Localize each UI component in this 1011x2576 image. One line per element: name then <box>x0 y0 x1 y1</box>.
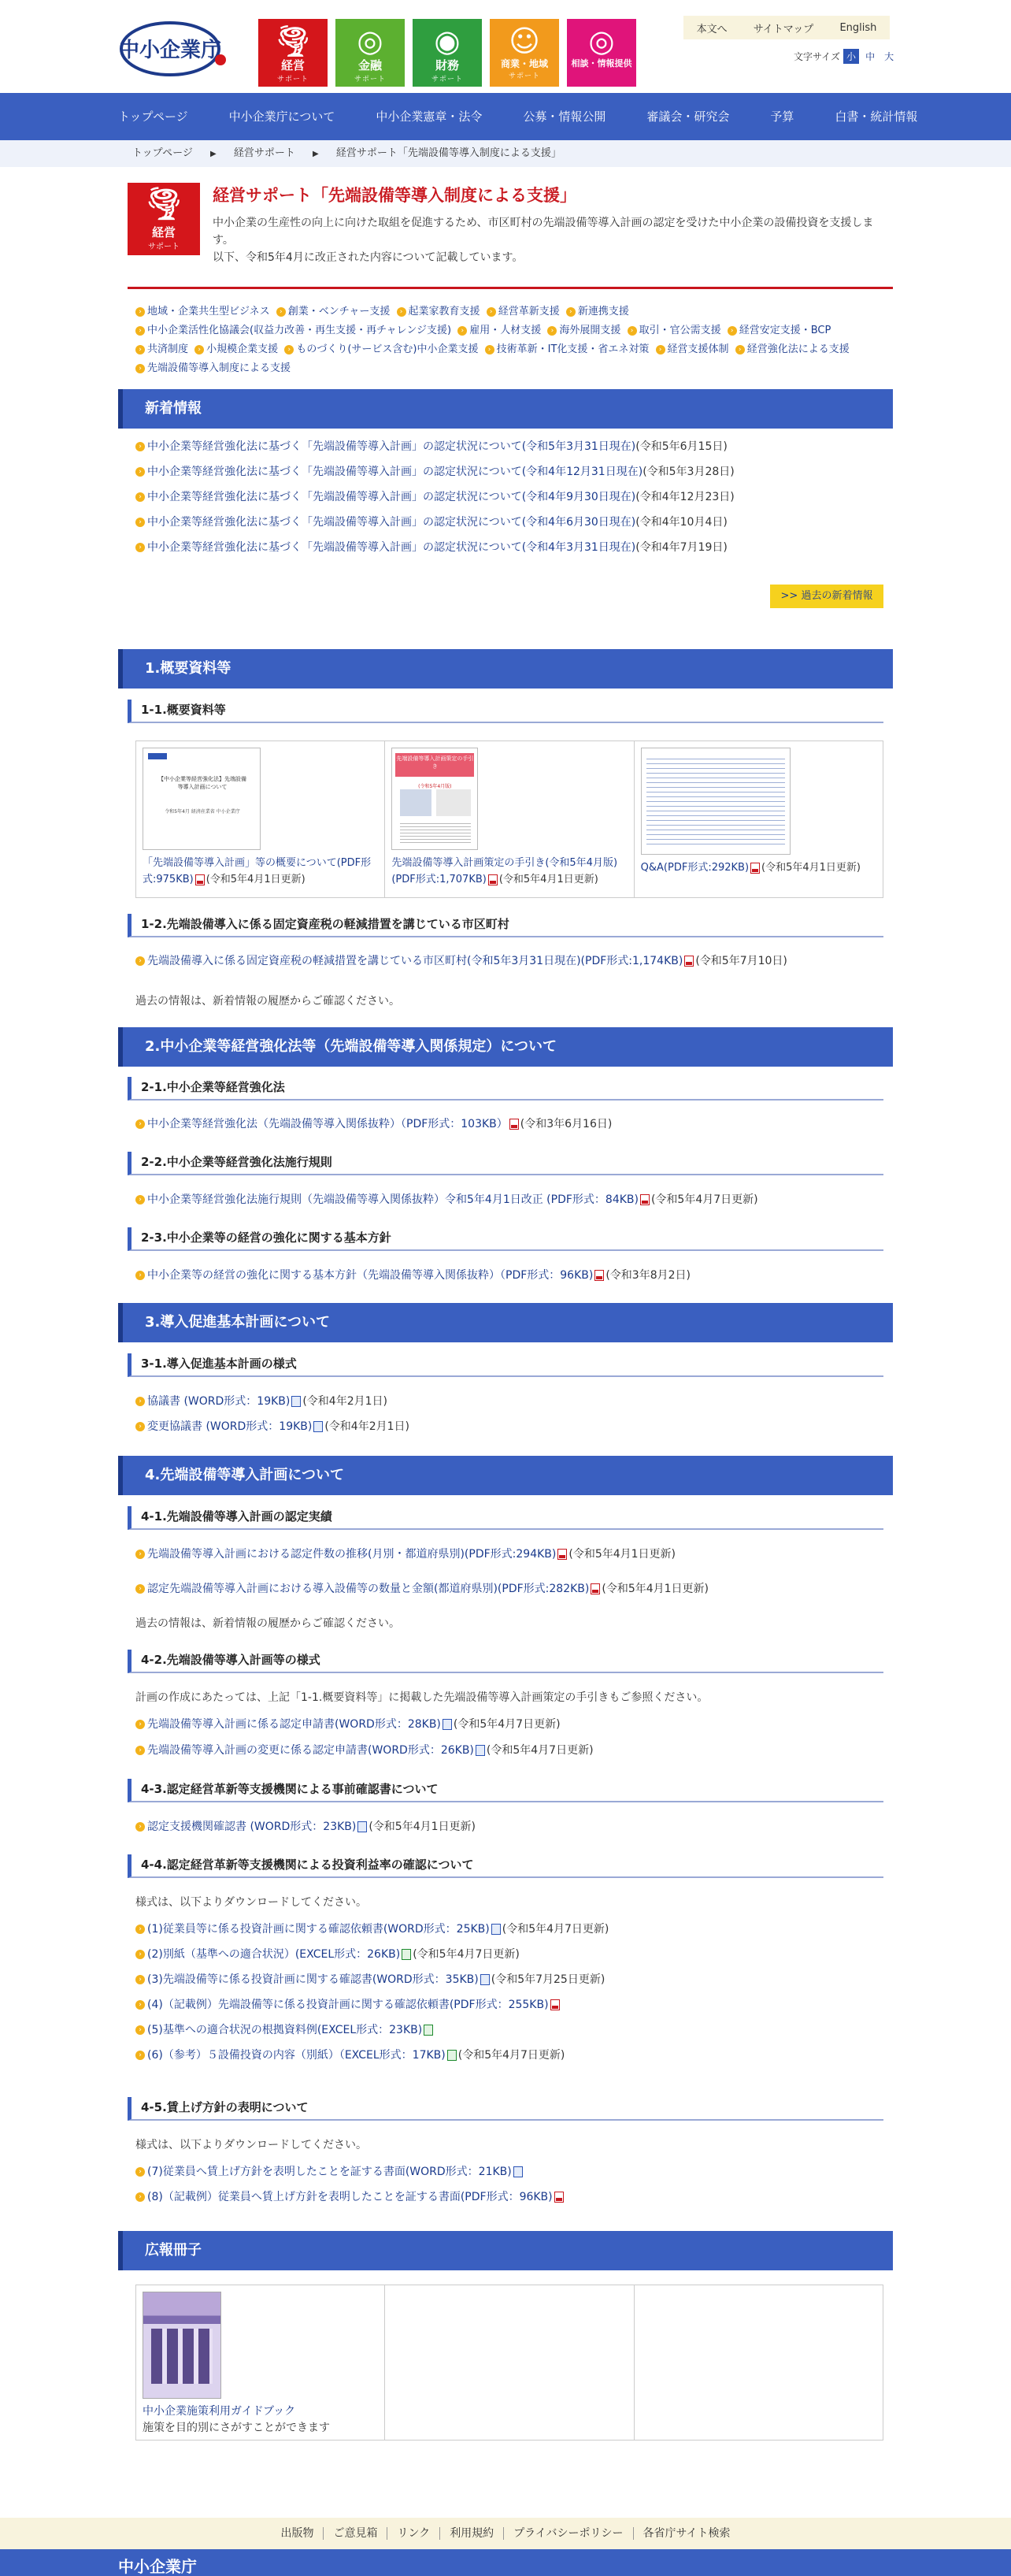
category-tag[interactable] <box>566 306 629 317</box>
list-item <box>135 1418 883 1435</box>
footer-link-terms[interactable]: 利用規約 <box>440 2527 504 2540</box>
bullet-arrow-icon: › <box>566 307 576 317</box>
doc-thumbnail[interactable] <box>143 748 261 850</box>
tag-label: 取引・官公需支援 <box>639 325 721 336</box>
item-date: (令和5年4月7日更新) <box>457 2049 565 2062</box>
news-item <box>135 514 883 531</box>
tile-label: 経営 <box>280 58 305 72</box>
footer-links <box>0 2518 1011 2549</box>
category-tag[interactable] <box>547 325 620 336</box>
bullet-arrow-icon: › <box>135 345 145 354</box>
list-item <box>135 1996 883 2014</box>
file-link[interactable]: 変更協議書 (WORD形式：19KB) <box>147 1420 313 1433</box>
thumb-title: 【中小企業等経営強化法】先端設備等導入計画について <box>158 776 246 790</box>
category-tag[interactable] <box>656 343 729 355</box>
doc-cell-qa <box>635 741 883 897</box>
file-link[interactable]: (1)従業員等に係る投資計画に関する確認依頼書(WORD形式：25KB) <box>147 1923 490 1936</box>
guidebook-desc: 施策を目的別にさがすことができます <box>143 2422 330 2434</box>
footer-link-links[interactable]: リンク <box>387 2527 440 2540</box>
list-item <box>135 1946 883 1963</box>
category-tag[interactable] <box>728 325 831 336</box>
footer-brand: 中小企業庁 <box>0 2549 1011 2576</box>
nav-council[interactable]: 審議会・研究会 <box>646 109 730 124</box>
bullet-arrow-icon: › <box>628 326 637 336</box>
bullet-arrow-icon: › <box>735 345 745 354</box>
pdf-icon <box>557 1549 567 1560</box>
category-tag[interactable] <box>487 306 560 317</box>
bullet-arrow-icon: › <box>397 307 406 317</box>
category-tag[interactable] <box>276 306 391 317</box>
doc-date: (令和5年4月1日更新) <box>206 874 306 885</box>
english-link[interactable]: English <box>839 21 877 34</box>
item-date: (令和5年4月1日更新) <box>602 1583 709 1595</box>
thumb-sub: (令和5年4月版) <box>418 784 452 789</box>
tag-label: 地域・企業共生型ビジネス <box>147 306 270 317</box>
item-date: (令和5年4月1日更新) <box>368 1821 476 1833</box>
coin-stack-icon: ◎ <box>357 24 383 58</box>
bullet-arrow-icon: › <box>135 1720 145 1729</box>
intro-desc-2: 以下、令和5年4月に改正された内容について記載しています。 <box>213 251 524 264</box>
sitemap-link[interactable]: サイトマップ <box>753 23 814 35</box>
bullet-arrow-icon: › <box>276 307 286 317</box>
pdf-icon <box>591 1583 600 1594</box>
doc-thumbnail[interactable] <box>391 748 478 850</box>
tag-label: 経営強化法による支援 <box>746 343 850 355</box>
tag-label: 経営革新支援 <box>498 306 560 317</box>
tornado-icon: 🌪 <box>143 186 184 222</box>
intro-desc-1: 中小企業の生産性の向上に向けた取組を促進するため、市区町村の先端設備等導入計画の認定を受けた中小企業の設備投資を支援します。 <box>213 217 874 247</box>
list-item <box>135 1115 883 1133</box>
bullet-arrow-icon: › <box>135 1746 145 1755</box>
breadcrumb-management[interactable]: 経営サポート <box>233 147 295 159</box>
word-icon <box>491 1924 501 1935</box>
news-item <box>135 463 883 481</box>
doc-link[interactable]: Q&A(PDF形式:292KB) <box>640 862 750 874</box>
signal-icon: ◉ <box>434 24 461 58</box>
management-support-badge <box>128 183 200 255</box>
bullet-arrow-icon: › <box>728 326 737 336</box>
thumb-sub: 令和5年4月 経済産業省 中小企業庁 <box>165 809 240 815</box>
nav-budget[interactable]: 予算 <box>770 109 794 124</box>
tag-label: 小規模企業支援 <box>206 343 279 355</box>
breadcrumb-arrow-icon: ▶ <box>312 150 319 158</box>
list-item <box>135 1716 883 1733</box>
bullet-arrow-icon: › <box>135 1584 145 1594</box>
pdf-icon <box>509 1119 519 1130</box>
breadcrumb-arrow-icon: ▶ <box>209 150 217 158</box>
pdf-icon <box>550 1999 560 2010</box>
bullet-arrow-icon: › <box>485 345 494 354</box>
font-size-switcher <box>794 49 897 64</box>
file-link[interactable]: (3)先端設備等に係る投資計画に関する確認書(WORD形式：35KB) <box>147 1973 479 1986</box>
file-link[interactable]: 認定先端設備等導入計画における導入設備等の数量と金額(都道府県別)(PDF形式:282KB) <box>147 1583 590 1595</box>
file-link[interactable]: 中小企業等の経営の強化に関する基本方針（先端設備等導入関係抜粋）（PDF形式：96KB) <box>147 1269 594 1282</box>
news-link[interactable]: 中小企業等経営強化法に基づく「先端設備等導入計画」の認定状況について(令和5年3月31日現在) <box>147 440 636 453</box>
section-4-5-note: 様式は、以下よりダウンロードしてください。 <box>135 2139 367 2151</box>
section-4-heading: 4.先端設備等導入計画について <box>118 1456 893 1495</box>
overview-docs-table <box>135 741 883 898</box>
category-tag[interactable] <box>135 362 291 374</box>
bullet-arrow-icon: › <box>547 326 557 336</box>
footer-link-publications[interactable]: 出版物 <box>271 2527 324 2540</box>
title-divider <box>128 287 893 289</box>
tag-label: 先端設備等導入制度による支援 <box>147 362 291 374</box>
breadcrumb-current: 経営サポート「先端設備等導入制度による支援」 <box>335 147 561 159</box>
tile-sub: サポート <box>276 76 309 84</box>
bullet-arrow-icon: › <box>135 1822 145 1832</box>
nav-public[interactable]: 公募・情報公開 <box>523 109 606 124</box>
bullet-arrow-icon: › <box>135 1422 145 1431</box>
breadcrumb-top[interactable]: トップページ <box>132 147 193 159</box>
item-date: (令和3年6月16日) <box>520 1118 613 1130</box>
tile-accounting-support[interactable] <box>413 19 482 87</box>
section-1-1-heading: 1-1.概要資料等 <box>128 700 883 723</box>
section-2-2-heading: 2-2.中小企業等経営強化法施行規則 <box>128 1152 883 1175</box>
list-item <box>135 1971 883 1988</box>
pdf-icon <box>640 1194 650 1205</box>
list-item <box>135 2021 883 2039</box>
item-date: (令和5年4月7日更新) <box>650 1193 758 1206</box>
bullet-arrow-icon: › <box>194 345 204 354</box>
utility-links <box>683 16 890 39</box>
section-4-4-heading: 4-4.認定経営革新等支援機関による投資利益率の確認について <box>128 1854 883 1878</box>
doc-date: (令和5年4月1日更新) <box>498 874 598 885</box>
brochure-cell-empty <box>635 2285 883 2440</box>
tag-label: 経営支援体制 <box>667 343 729 355</box>
tile-label: 財務 <box>435 58 459 72</box>
bullet-arrow-icon: › <box>135 467 145 477</box>
brochure-heading: 広報冊子 <box>118 2231 893 2270</box>
tag-label: 中小企業活性化協議会(収益力改善・再生支援・再チャレンジ支援) <box>147 325 452 336</box>
brochure-cell <box>136 2285 385 2440</box>
bullet-arrow-icon: › <box>135 442 145 451</box>
word-icon <box>513 2166 523 2177</box>
bullet-arrow-icon: › <box>135 543 145 552</box>
tile-sub: サポート <box>431 76 463 84</box>
tile-consultation[interactable] <box>567 19 636 87</box>
item-date: (令和5年4月7日更新) <box>453 1718 561 1731</box>
bullet-arrow-icon: › <box>135 1975 145 1984</box>
tag-label: 起業家教育支援 <box>408 306 480 317</box>
section-4-1-heading: 4-1.先端設備等導入計画の認定実績 <box>128 1506 883 1530</box>
file-link[interactable]: (8)（記載例）従業員へ賃上げ方針を表明したことを証する書面(PDF形式：96KB) <box>147 2191 553 2203</box>
guidebook-link[interactable]: 中小企業施策利用ガイドブック <box>143 2405 296 2418</box>
logo-text: 中小企業庁 <box>118 39 222 62</box>
item-date: (令和5年7月10日) <box>695 955 787 967</box>
file-link[interactable]: (6)（参考）５設備投資の内容（別紙）（EXCEL形式：17KB) <box>147 2049 446 2062</box>
bullet-arrow-icon: › <box>135 1271 145 1280</box>
section-4-3-heading: 4-3.認定経営革新等支援機関による事前確認書について <box>128 1779 883 1802</box>
section-2-heading: 2.中小企業等経営強化法等（先端設備等導入関係規定）について <box>118 1027 893 1067</box>
excel-icon <box>424 2025 433 2036</box>
item-date: (令和5年4月7日更新) <box>413 1948 520 1961</box>
word-icon <box>480 1974 490 1985</box>
tile-commerce-support[interactable] <box>490 19 559 87</box>
category-tag[interactable] <box>135 306 270 317</box>
list-item <box>135 1267 883 1284</box>
section-4-2-note: 計画の作成にあたっては、上記「1-1.概要資料等」に掲載した先端設備等導入計画策定の手引きもご参照ください。 <box>135 1691 709 1704</box>
tile-label: 金融 <box>357 58 382 72</box>
file-link[interactable]: 先端設備導入に係る固定資産税の軽減措置を講じている市区町村(令和5年3月31日現在)(PDF形式:1,174KB) <box>147 955 683 967</box>
list-item <box>135 952 883 970</box>
news-date: (令和5年3月28日) <box>643 466 735 478</box>
bullet-arrow-icon: › <box>135 364 145 373</box>
list-item <box>135 2047 883 2064</box>
bullet-arrow-icon: › <box>135 956 145 966</box>
doc-link[interactable]: 先端設備等導入計画策定の手引き(令和5年4月版)(PDF形式:1,707KB) <box>391 857 618 885</box>
section-2-3-heading: 2-3.中小企業等の経営の強化に関する基本方針 <box>128 1227 883 1251</box>
category-tag[interactable] <box>735 343 850 355</box>
tag-label: 新連携支援 <box>577 306 629 317</box>
news-link[interactable]: 中小企業等経営強化法に基づく「先端設備等導入計画」の認定状況について(令和4年12月31日現在) <box>147 466 643 478</box>
file-link[interactable]: (5)基準への適合状況の根拠資料例(EXCEL形式：23KB) <box>147 2024 423 2036</box>
past-info-note: 過去の情報は、新着情報の履歴からご確認ください。 <box>135 1617 400 1630</box>
category-tag[interactable] <box>194 343 278 355</box>
item-date: (令和4年2月1日) <box>302 1395 387 1408</box>
brochure-cell-empty <box>385 2285 634 2440</box>
news-link[interactable]: 中小企業等経営強化法に基づく「先端設備等導入計画」の認定状況について(令和4年6月30日現在) <box>147 516 636 529</box>
past-info-note: 過去の情報は、新着情報の履歴からご確認ください。 <box>135 995 400 1008</box>
nav-about[interactable]: 中小企業庁について <box>228 109 335 124</box>
section-1-heading: 1.概要資料等 <box>118 649 893 689</box>
bullet-arrow-icon: › <box>135 2167 145 2177</box>
section-4-2-heading: 4-2.先端設備等導入計画等の様式 <box>128 1650 883 1673</box>
bullet-arrow-icon: › <box>135 2051 145 2060</box>
list-item <box>135 2188 883 2206</box>
list-item <box>135 1921 883 1938</box>
site-logo[interactable] <box>118 16 236 79</box>
font-size-small-button[interactable]: 小 <box>843 49 859 64</box>
file-link[interactable]: 先端設備等導入計画に係る認定申請書(WORD形式：28KB) <box>147 1718 441 1731</box>
doc-date: (令和5年4月1日更新) <box>761 862 861 874</box>
word-icon <box>313 1421 323 1432</box>
bullet-arrow-icon: › <box>284 345 294 354</box>
tag-label: 共済制度 <box>147 343 189 355</box>
guidebook-cover[interactable] <box>143 2292 221 2399</box>
category-tag[interactable] <box>135 343 188 355</box>
people-icon: ☺ <box>509 24 540 58</box>
pdf-icon <box>594 1270 604 1281</box>
news-link[interactable]: 中小企業等経営強化法に基づく「先端設備等導入計画」の認定状況について(令和4年3月31日現在) <box>147 541 636 554</box>
tile-sub: サポート <box>354 76 386 84</box>
list-item <box>135 1393 883 1410</box>
site-header <box>0 0 1011 93</box>
section-4-5-heading: 4-5.賃上げ方針の表明について <box>128 2097 883 2121</box>
list-item <box>135 2163 883 2181</box>
doc-cell-overview <box>136 741 385 897</box>
section-4-4-note: 様式は、以下よりダウンロードしてください。 <box>135 1896 367 1909</box>
bullet-arrow-icon: › <box>135 2000 145 2010</box>
list-item <box>135 1742 883 1759</box>
section-1-2-heading: 1-2.先端設備導入に係る固定資産税の軽減措置を講じている市区町村 <box>128 914 883 937</box>
category-tag[interactable] <box>284 343 478 355</box>
pdf-icon <box>750 863 760 874</box>
category-tags <box>135 303 883 378</box>
news-item <box>135 539 883 556</box>
nav-whitepaper[interactable]: 白書・統計情報 <box>835 109 918 124</box>
item-date: (令和5年7月25日更新) <box>491 1973 605 1986</box>
section-3-1-heading: 3-1.導入促進基本計画の様式 <box>128 1353 883 1377</box>
news-item <box>135 488 883 506</box>
intro-section <box>128 183 893 271</box>
thumb-title: 先端設備等導入計画策定の手引き <box>395 753 474 777</box>
bullet-arrow-icon: › <box>135 492 145 502</box>
bullet-arrow-icon: › <box>135 1119 145 1129</box>
bullet-arrow-icon: › <box>135 2192 145 2202</box>
excel-icon <box>402 1949 411 1960</box>
nav-top[interactable]: トップページ <box>118 109 188 124</box>
news-date: (令和4年10月4日) <box>635 516 728 529</box>
bullet-arrow-icon: › <box>135 307 145 317</box>
news-date: (令和4年7月19日) <box>635 541 728 554</box>
news-heading: 新着情報 <box>118 389 893 429</box>
bullet-arrow-icon: › <box>135 2025 145 2035</box>
news-item <box>135 438 883 455</box>
footer-link-feedback[interactable]: ご意見箱 <box>324 2527 387 2540</box>
footer-link-privacy[interactable]: プライバシーポリシー <box>504 2527 633 2540</box>
font-size-label: 文字サイズ <box>794 51 841 62</box>
font-size-medium-button[interactable]: 中 <box>865 51 876 62</box>
word-icon <box>443 1719 452 1730</box>
news-link[interactable]: 中小企業等経営強化法に基づく「先端設備等導入計画」の認定状況について(令和4年9月30日現在) <box>147 491 636 503</box>
file-link[interactable]: 先端設備等導入計画における認定件数の推移(月別・都道府県別)(PDF形式:294KB) <box>147 1548 557 1561</box>
doc-link[interactable]: 「先端設備等導入計画」等の概要について(PDF形式:975KB) <box>143 857 372 885</box>
category-tag[interactable] <box>628 325 721 336</box>
section-3-heading: 3.導入促進基本計画について <box>118 1303 893 1342</box>
font-size-large-button[interactable]: 大 <box>884 51 894 62</box>
tag-label: ものづくり(サービス含む)中小企業支援 <box>296 343 479 355</box>
list-item <box>135 1191 883 1208</box>
word-icon <box>476 1745 485 1756</box>
global-nav <box>0 93 1011 140</box>
tag-label: 技術革新・IT化支援・省エネ対策 <box>496 343 650 355</box>
tile-label: 商業・地域 <box>500 58 548 69</box>
tile-finance-support[interactable] <box>335 19 405 87</box>
bullet-arrow-icon: › <box>457 326 467 336</box>
item-date: (令和5年4月1日更新) <box>568 1548 676 1561</box>
file-link[interactable]: 先端設備等導入計画の変更に係る認定申請書(WORD形式：26KB) <box>147 1744 474 1757</box>
pdf-icon <box>684 956 694 967</box>
file-link[interactable]: 認定支援機関確認書 (WORD形式：23KB) <box>147 1821 357 1833</box>
item-date: (令和3年8月2日) <box>605 1269 691 1282</box>
news-date: (令和5年6月15日) <box>635 440 728 453</box>
bullet-arrow-icon: › <box>135 1950 145 1959</box>
bullet-arrow-icon: › <box>135 1550 145 1559</box>
tag-label: 雇用・人材支援 <box>469 325 542 336</box>
file-link[interactable]: (7)従業員へ賃上げ方針を表明したことを証する書面(WORD形式：21KB) <box>147 2166 512 2178</box>
tag-label: 創業・ベンチャー支援 <box>287 306 391 317</box>
list-item <box>135 1818 883 1835</box>
excel-icon <box>447 2050 457 2061</box>
skip-to-content-link[interactable]: 本文へ <box>696 23 728 35</box>
tile-label: 相談・情報提供 <box>571 58 632 69</box>
news-date: (令和4年12月23日) <box>635 491 735 503</box>
word-icon <box>357 1821 367 1832</box>
tile-management-support[interactable] <box>258 19 328 87</box>
intro-description <box>213 214 890 266</box>
word-icon <box>291 1396 301 1407</box>
category-tag[interactable] <box>135 325 451 336</box>
tag-label: 経営安定支援・BCP <box>739 325 831 336</box>
list-item <box>135 1546 883 1563</box>
bullet-arrow-icon: › <box>656 345 665 354</box>
tornado-icon: 🌪 <box>273 24 313 58</box>
nav-charter[interactable]: 中小企業憲章・法令 <box>376 109 483 124</box>
breadcrumb <box>0 140 1011 167</box>
tag-label: 海外展開支援 <box>559 325 621 336</box>
page-title: 経営サポート「先端設備等導入制度による支援」 <box>213 186 576 205</box>
file-link[interactable]: 中小企業等経営強化法（先端設備等導入関係抜粋）（PDF形式：103KB） <box>147 1118 508 1130</box>
target-icon: ◎ <box>588 24 615 58</box>
badge-sub: サポート <box>148 243 180 251</box>
bullet-arrow-icon: › <box>135 1925 145 1934</box>
footer-link-ministries[interactable]: 各省庁サイト検索 <box>643 2527 731 2540</box>
category-tag[interactable] <box>457 325 541 336</box>
pdf-icon <box>195 874 205 885</box>
doc-thumbnail[interactable] <box>641 748 791 855</box>
pdf-icon <box>554 2192 564 2203</box>
file-link[interactable]: 中小企業等経営強化法施行規則（先端設備等導入関係抜粋）令和5年4月1日改正 (PDF形式：84KB) <box>147 1193 639 1206</box>
bullet-arrow-icon: › <box>135 518 145 527</box>
doc-cell-guide <box>385 741 634 897</box>
file-link[interactable]: (2)別紙（基準への適合状況）(EXCEL形式：26KB) <box>147 1948 401 1961</box>
category-tag[interactable] <box>397 306 480 317</box>
bullet-arrow-icon: › <box>135 1195 145 1204</box>
past-news-button[interactable]: >> 過去の新着情報 <box>770 585 883 608</box>
item-date: (令和5年4月7日更新) <box>502 1923 609 1936</box>
category-tag[interactable] <box>485 343 650 355</box>
file-link[interactable]: 協議書 (WORD形式：19KB) <box>147 1395 291 1408</box>
bullet-arrow-icon: › <box>487 307 496 317</box>
file-link[interactable]: (4)（記載例）先端設備等に係る投資計画に関する確認依頼書(PDF形式：255KB) <box>147 1999 549 2011</box>
tile-sub: サポート <box>508 72 540 80</box>
bullet-arrow-icon: › <box>135 326 145 336</box>
section-2-1-heading: 2-1.中小企業等経営強化法 <box>128 1077 883 1101</box>
badge-label: 経営 <box>151 225 176 239</box>
item-date: (令和5年4月7日更新) <box>486 1744 594 1757</box>
item-date: (令和4年2月1日) <box>324 1420 409 1433</box>
pdf-icon <box>488 874 498 885</box>
bullet-arrow-icon: › <box>135 1397 145 1406</box>
brochure-table <box>135 2285 883 2441</box>
list-item <box>135 1580 883 1598</box>
